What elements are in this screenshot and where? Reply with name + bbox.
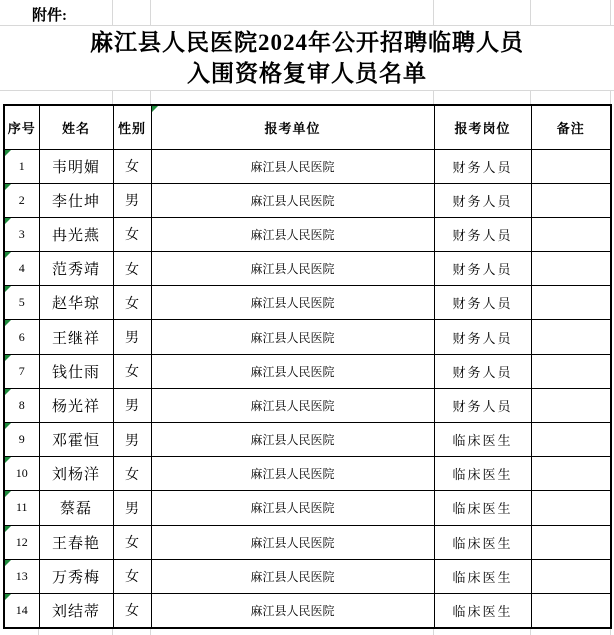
cell-name: 钱仕雨: [39, 354, 113, 388]
cell-no: 4: [4, 252, 39, 286]
cell-name: 邓霍恒: [39, 423, 113, 457]
cell-gender: 女: [113, 354, 151, 388]
cell-name: 王继祥: [39, 320, 113, 354]
cell-unit: 麻江县人民医院: [151, 423, 434, 457]
cell-position: 财务人员: [434, 320, 531, 354]
cell-gender: 女: [113, 252, 151, 286]
cell-position: 财务人员: [434, 149, 531, 183]
cell-gender: 女: [113, 457, 151, 491]
error-indicator-triangle-icon: [5, 423, 11, 429]
cell-remark: [531, 491, 611, 525]
gridline: [0, 25, 614, 26]
cell-no: 12: [4, 525, 39, 559]
cell-unit: 麻江县人民医院: [151, 286, 434, 320]
error-indicator-triangle-icon: [5, 150, 11, 156]
cell-remark: [531, 252, 611, 286]
column-header-position: 报考岗位: [434, 105, 531, 149]
cell-no: 1: [4, 149, 39, 183]
cell-name: 蔡磊: [39, 491, 113, 525]
table-row: [4, 320, 611, 354]
cell-remark: [531, 525, 611, 559]
gridline: [38, 629, 39, 635]
table-row: [4, 491, 611, 525]
cell-gender: 男: [113, 423, 151, 457]
cell-no: 11: [4, 491, 39, 525]
error-indicator-triangle-icon: [5, 286, 11, 292]
cell-unit: 麻江县人民医院: [151, 354, 434, 388]
title-line-1: 麻江县人民医院2024年公开招聘临聘人员: [90, 30, 524, 55]
table-body: [4, 149, 611, 628]
page-title: [0, 27, 614, 89]
table-row: [4, 149, 611, 183]
gridline: [150, 0, 151, 25]
cell-position: 临床医生: [434, 457, 531, 491]
cell-position: 临床医生: [434, 491, 531, 525]
cell-position: 临床医生: [434, 423, 531, 457]
cell-unit: 麻江县人民医院: [151, 183, 434, 217]
error-indicator-triangle-icon: [5, 560, 11, 566]
gridline: [530, 629, 531, 635]
table-row: [4, 593, 611, 627]
error-indicator-triangle-icon: [5, 389, 11, 395]
cell-gender: 女: [113, 525, 151, 559]
error-indicator-triangle-icon: [5, 184, 11, 190]
cell-unit: 麻江县人民医院: [151, 149, 434, 183]
cell-remark: [531, 217, 611, 251]
table-row: [4, 559, 611, 593]
cell-unit: 麻江县人民医院: [151, 457, 434, 491]
gridline: [530, 0, 531, 25]
gridline: [150, 629, 151, 635]
cell-remark: [531, 354, 611, 388]
cell-remark: [531, 286, 611, 320]
column-header-unit: 报考单位: [151, 105, 434, 149]
column-header-name: 姓名: [39, 105, 113, 149]
cell-position: 财务人员: [434, 217, 531, 251]
cell-remark: [531, 388, 611, 422]
title-line-2: 入围资格复审人员名单: [187, 61, 427, 86]
error-indicator-triangle-icon: [5, 491, 11, 497]
gridline: [530, 90, 531, 104]
error-indicator-triangle-icon: [5, 526, 11, 532]
table-row: [4, 286, 611, 320]
cell-unit: 麻江县人民医院: [151, 388, 434, 422]
cell-no: 10: [4, 457, 39, 491]
cell-unit: 麻江县人民医院: [151, 525, 434, 559]
cell-unit: 麻江县人民医院: [151, 491, 434, 525]
cell-gender: 女: [113, 217, 151, 251]
cell-remark: [531, 149, 611, 183]
cell-position: 财务人员: [434, 388, 531, 422]
cell-gender: 男: [113, 320, 151, 354]
gridline: [433, 90, 434, 104]
cell-remark: [531, 593, 611, 627]
cell-position: 临床医生: [434, 559, 531, 593]
cell-no: 3: [4, 217, 39, 251]
cell-no: 5: [4, 286, 39, 320]
cell-unit: 麻江县人民医院: [151, 559, 434, 593]
cell-no: 14: [4, 593, 39, 627]
roster-table: [3, 104, 612, 629]
gridline: [112, 0, 113, 25]
cell-no: 9: [4, 423, 39, 457]
cell-gender: 男: [113, 183, 151, 217]
gridline: [610, 629, 611, 635]
cell-name: 韦明媚: [39, 149, 113, 183]
cell-gender: 男: [113, 491, 151, 525]
gridline: [112, 90, 113, 104]
cell-no: 8: [4, 388, 39, 422]
table-row: [4, 183, 611, 217]
gridline: [610, 0, 611, 25]
cell-gender: 男: [113, 388, 151, 422]
cell-gender: 女: [113, 286, 151, 320]
cell-no: 13: [4, 559, 39, 593]
table-row: [4, 423, 611, 457]
error-indicator-triangle-icon: [5, 457, 11, 463]
table-row: [4, 457, 611, 491]
column-header-remark: 备注: [531, 105, 611, 149]
error-indicator-triangle-icon: [5, 218, 11, 224]
cell-position: 财务人员: [434, 354, 531, 388]
error-indicator-triangle-icon: [5, 594, 11, 600]
cell-name: 王春艳: [39, 525, 113, 559]
cell-unit: 麻江县人民医院: [151, 252, 434, 286]
cell-position: 财务人员: [434, 286, 531, 320]
cell-remark: [531, 423, 611, 457]
cell-no: 2: [4, 183, 39, 217]
cell-gender: 女: [113, 559, 151, 593]
header-row: [4, 105, 611, 149]
cell-gender: 女: [113, 593, 151, 627]
cell-remark: [531, 457, 611, 491]
table-row: [4, 252, 611, 286]
table-row: [4, 354, 611, 388]
cell-remark: [531, 320, 611, 354]
error-indicator-triangle-icon: [5, 320, 11, 326]
cell-name: 刘杨洋: [39, 457, 113, 491]
cell-position: 临床医生: [434, 525, 531, 559]
error-indicator-triangle-icon: [5, 252, 11, 258]
gridline: [433, 0, 434, 25]
cell-position: 财务人员: [434, 252, 531, 286]
cell-remark: [531, 559, 611, 593]
gridline: [112, 629, 113, 635]
cell-unit: 麻江县人民医院: [151, 217, 434, 251]
attachment-label: 附件:: [32, 8, 67, 24]
table-row: [4, 525, 611, 559]
cell-remark: [531, 183, 611, 217]
cell-no: 7: [4, 354, 39, 388]
table-row: [4, 217, 611, 251]
column-header-gender: 性别: [113, 105, 151, 149]
cell-position: 财务人员: [434, 183, 531, 217]
gridline: [150, 90, 151, 104]
column-header-no: 序号: [4, 105, 39, 149]
cell-name: 冉光燕: [39, 217, 113, 251]
cell-gender: 女: [113, 149, 151, 183]
cell-position: 临床医生: [434, 593, 531, 627]
cell-name: 李仕坤: [39, 183, 113, 217]
error-indicator-triangle-icon: [152, 106, 158, 112]
cell-name: 万秀梅: [39, 559, 113, 593]
cell-no: 6: [4, 320, 39, 354]
error-indicator-triangle-icon: [5, 355, 11, 361]
cell-unit: 麻江县人民医院: [151, 593, 434, 627]
cell-name: 杨光祥: [39, 388, 113, 422]
gridline: [0, 90, 614, 91]
table-row: [4, 388, 611, 422]
cell-name: 刘结蒂: [39, 593, 113, 627]
cell-name: 范秀靖: [39, 252, 113, 286]
gridline: [433, 629, 434, 635]
cell-name: 赵华琼: [39, 286, 113, 320]
cell-unit: 麻江县人民医院: [151, 320, 434, 354]
gridline: [610, 90, 611, 104]
